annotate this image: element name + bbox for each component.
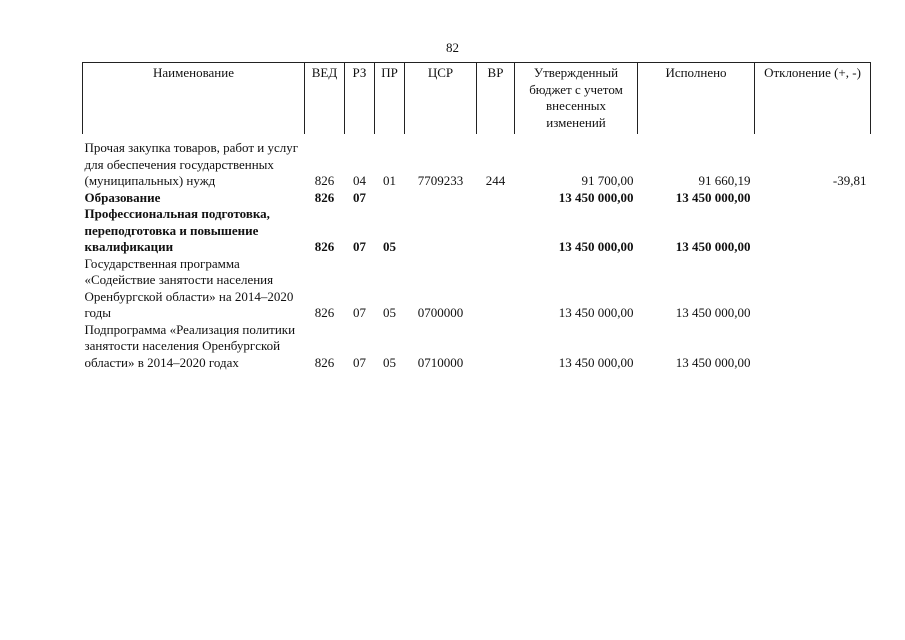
row-executed: 13 450 000,00 bbox=[675, 189, 751, 205]
row-deviation bbox=[755, 256, 871, 322]
row-pr: 05 bbox=[383, 305, 396, 320]
row-budget: 91 700,00 bbox=[581, 173, 634, 188]
row-executed: 13 450 000,00 bbox=[675, 354, 751, 370]
row-name: Образование bbox=[84, 189, 161, 205]
row-executed: 91 660,19 bbox=[698, 173, 751, 188]
row-rz: 07 bbox=[353, 305, 366, 320]
row-vr bbox=[477, 190, 515, 207]
row-rz: 04 bbox=[353, 173, 366, 188]
row-deviation bbox=[755, 322, 871, 372]
table-row bbox=[83, 140, 871, 190]
row-ved: 826 bbox=[314, 354, 335, 370]
row-pr bbox=[375, 190, 405, 207]
table-header-row bbox=[83, 63, 871, 135]
row-budget: 13 450 000,00 bbox=[558, 189, 634, 205]
table-row bbox=[83, 190, 871, 207]
header-executed: Исполнено bbox=[638, 63, 755, 135]
row-csr: 0710000 bbox=[417, 354, 464, 370]
header-pr: ПР bbox=[375, 63, 405, 135]
row-executed: 13 450 000,00 bbox=[675, 305, 751, 320]
row-executed: 13 450 000,00 bbox=[675, 239, 751, 254]
row-vr bbox=[477, 322, 515, 372]
row-rz: 07 bbox=[353, 239, 366, 254]
table-row bbox=[83, 256, 871, 322]
row-deviation: -39,81 bbox=[832, 173, 867, 188]
row-budget: 13 450 000,00 bbox=[558, 354, 634, 370]
row-deviation bbox=[755, 206, 871, 256]
header-vr: ВР bbox=[477, 63, 515, 135]
row-budget: 13 450 000,00 bbox=[558, 305, 634, 320]
row-ved: 826 bbox=[314, 239, 335, 254]
row-csr: 0700000 bbox=[417, 305, 464, 320]
row-vr bbox=[477, 206, 515, 256]
row-vr bbox=[477, 256, 515, 322]
header-ved: ВЕД bbox=[305, 63, 345, 135]
row-ved: 826 bbox=[314, 305, 335, 320]
row-ved: 826 bbox=[314, 173, 335, 188]
table-row bbox=[83, 322, 871, 372]
header-name: Наименование bbox=[83, 63, 305, 135]
row-csr bbox=[405, 206, 477, 256]
row-pr: 01 bbox=[383, 173, 396, 188]
header-budget: Утвержденный бюджет с учетом внесенных изменений bbox=[515, 63, 638, 135]
row-pr: 05 bbox=[383, 239, 396, 254]
header-csr: ЦСР bbox=[405, 63, 477, 135]
row-vr: 244 bbox=[485, 173, 506, 188]
row-name: Подпрограмма «Реализация политики занятости населения Оренбургской области» в 2014–2020 годах bbox=[84, 321, 296, 370]
row-pr: 05 bbox=[383, 354, 396, 370]
page-number: 82 bbox=[446, 40, 459, 55]
row-name: Государственная программа «Содействие занятости населения Оренбургской области» на 2014–2020 годы bbox=[84, 255, 294, 320]
row-csr bbox=[405, 190, 477, 207]
header-deviation: Отклонение (+, -) bbox=[755, 63, 871, 135]
row-ved: 826 bbox=[314, 189, 335, 205]
budget-table bbox=[82, 62, 871, 371]
row-rz: 07 bbox=[353, 354, 366, 370]
table-row bbox=[83, 206, 871, 256]
row-deviation bbox=[755, 190, 871, 207]
row-budget: 13 450 000,00 bbox=[558, 239, 634, 254]
row-rz: 07 bbox=[353, 189, 366, 205]
row-csr: 7709233 bbox=[417, 173, 464, 188]
header-rz: РЗ bbox=[345, 63, 375, 135]
row-name: Профессиональная подготовка, переподготовка и повышение квалификации bbox=[84, 206, 270, 254]
row-name: Прочая закупка товаров, работ и услуг для обеспечения государственных (муниципальных) нужд bbox=[84, 140, 299, 188]
